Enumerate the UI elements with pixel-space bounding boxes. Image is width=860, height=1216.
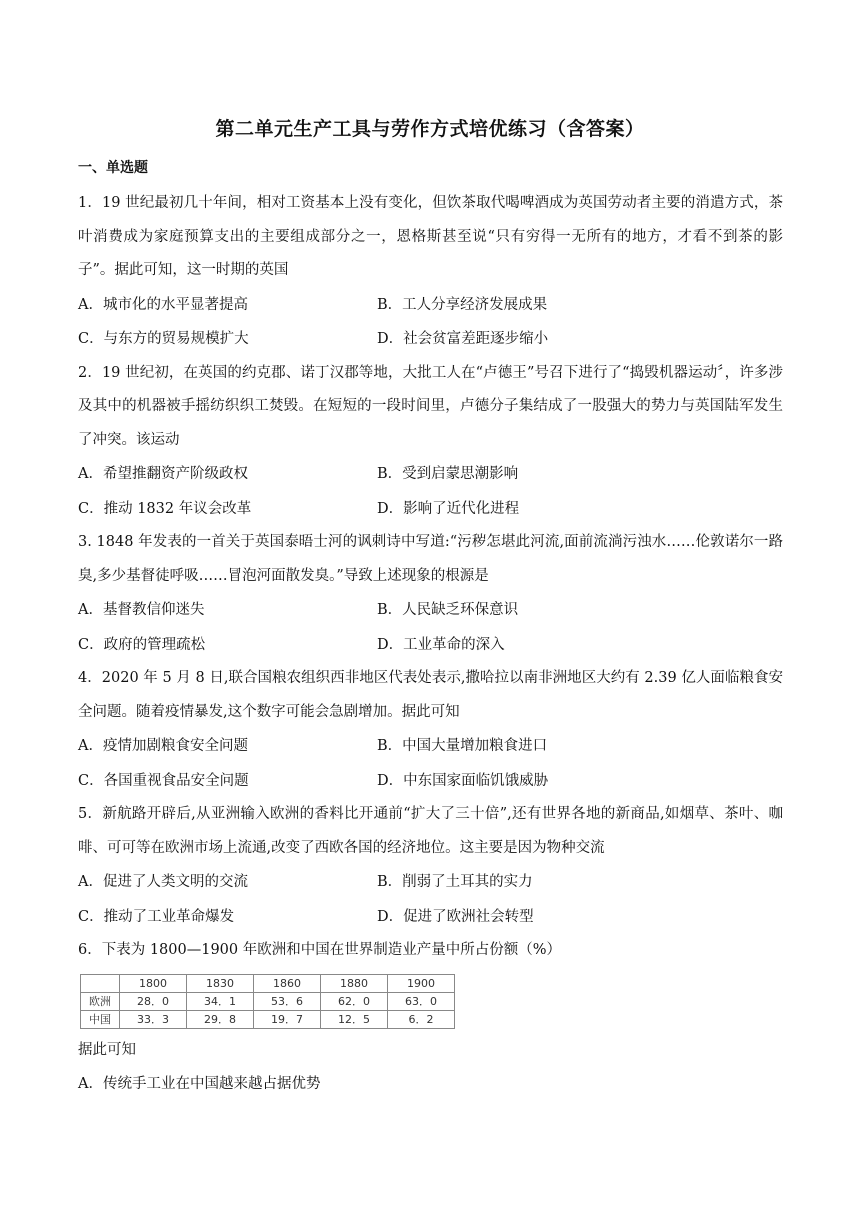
- table-cell: 34．1: [187, 992, 254, 1010]
- table-cell: 29．8: [187, 1010, 254, 1028]
- option-grid: [78, 288, 783, 357]
- table-header-cell: [81, 974, 120, 992]
- option-a: A．传统手工业在中国越来越占据优势: [78, 1075, 321, 1092]
- option-b: B．人民缺乏环保意识: [377, 602, 519, 618]
- table-cell: 28．0: [120, 992, 187, 1010]
- question-5: [78, 798, 783, 934]
- option-d: D．影响了近代化进程: [377, 500, 520, 517]
- table-header-cell: 1900: [388, 974, 455, 992]
- option-d: D．社会贫富差距逐步缩小: [377, 331, 549, 347]
- manufacturing-share-table: [80, 974, 455, 1029]
- table-header-cell: 1830: [187, 974, 254, 992]
- option-a: A．城市化的水平显著提高: [78, 296, 248, 313]
- table-header-cell: 1880: [321, 974, 388, 992]
- option-a: A．疫情加剧粮食安全问题: [78, 738, 248, 754]
- table-cell: 19．7: [254, 1010, 321, 1028]
- question-stem: 5．新航路开辟后,从亚洲输入欧洲的香料比开通前“扩大了三十倍”,还有世界各地的新商品,如烟草、茶叶、咖啡、可可等在欧洲市场上流通,改变了西欧各国的经济地位。这主要是因为物种交流: [78, 806, 783, 856]
- option-b: B．中国大量增加粮食进口: [377, 738, 548, 754]
- question-1: [78, 187, 783, 357]
- question-followup: 据此可知: [78, 1041, 136, 1058]
- option-grid: [78, 865, 783, 934]
- option-a: A．希望推翻资产阶级政权: [78, 466, 248, 482]
- question-2: [78, 357, 783, 527]
- question-stem: 4．2020 年 5 月 8 日,联合国粮农组织西非地区代表处表示,撒哈拉以南非洲地区大约有 2.39 亿人面临粮食安全问题。随着疫情暴发,这个数字可能会急剧增加。据此可知: [78, 670, 783, 720]
- section-heading: 一、单选题: [78, 160, 148, 176]
- question-6: [78, 934, 783, 1101]
- table-cell: 63．0: [388, 992, 455, 1010]
- option-d: D．促进了欧洲社会转型: [377, 908, 534, 925]
- table-cell: 中国: [81, 1010, 120, 1028]
- table-header-cell: 1860: [254, 974, 321, 992]
- option-c: C．政府的管理疏松: [78, 636, 206, 653]
- question-4: [78, 662, 783, 798]
- table-header-row: [81, 974, 455, 992]
- option-grid: [78, 729, 783, 798]
- question-stem: 1．19 世纪最初几十年间，相对工资基本上没有变化，但饮茶取代喝啤酒成为英国劳动者主要的消遣方式，茶叶消费成为家庭预算支出的主要组成部分之一，恩格斯甚至说“只有穷得一无所有的地方，才看不到茶的影子”。据此可知，这一时期的英国: [78, 195, 783, 278]
- table-row: [81, 1010, 455, 1028]
- question-3: [78, 526, 783, 662]
- share-table-wrapper: [80, 974, 783, 1029]
- question-stem: 2．19 世纪初，在英国的约克郡、诺丁汉郡等地，大批工人在“卢德王”号召下进行了“捣毁机器运动〞，许多涉及其中的机器被手摇纺织织工焚毁。在短短的一段时间里，卢德分子集结成了一股强大的势力与英国陆军发生了冲突。该运动: [78, 364, 783, 448]
- option-grid: [78, 457, 783, 526]
- table-cell: 6．2: [388, 1010, 455, 1028]
- table-cell: 53．6: [254, 992, 321, 1010]
- option-c: C．与东方的贸易规模扩大: [78, 331, 249, 347]
- table-cell: 12．5: [321, 1010, 388, 1028]
- question-list: [78, 187, 783, 1101]
- table-cell: 62．0: [321, 992, 388, 1010]
- table-row: [81, 992, 455, 1010]
- option-a: A．促进了人类文明的交流: [78, 874, 248, 890]
- option-d: D．中东国家面临饥饿威胁: [377, 772, 549, 789]
- option-grid: [78, 593, 783, 662]
- option-b: B．削弱了土耳其的实力: [377, 874, 533, 890]
- option-b: B．受到启蒙思潮影响: [377, 466, 519, 482]
- option-c: C．各国重视食品安全问题: [78, 772, 249, 789]
- question-stem: 3. 1848 年发表的一首关于英国泰晤士河的讽刺诗中写道:“污秽怎堪此河流,面前流淌污浊水……伦敦诺尔一路臭,多少基督徒呼吸……冒泡河面散发臭。”导致上述现象的根源是: [78, 534, 783, 584]
- document-title: 第二单元生产工具与劳作方式培优练习（含答案）: [215, 118, 645, 140]
- option-a: A．基督教信仰迷失: [78, 602, 205, 618]
- table-header-cell: 1800: [120, 974, 187, 992]
- option-d: D．工业革命的深入: [377, 636, 505, 653]
- question-stem: 6．下表为 1800—1900 年欧洲和中国在世界制造业产量中所占份额（%）: [78, 942, 562, 958]
- table-cell: 欧洲: [81, 992, 120, 1010]
- option-b: B．工人分享经济发展成果: [377, 296, 548, 313]
- table-cell: 33．3: [120, 1010, 187, 1028]
- option-c: C．推动 1832 年议会改革: [78, 500, 252, 517]
- option-c: C．推动了工业革命爆发: [78, 908, 235, 925]
